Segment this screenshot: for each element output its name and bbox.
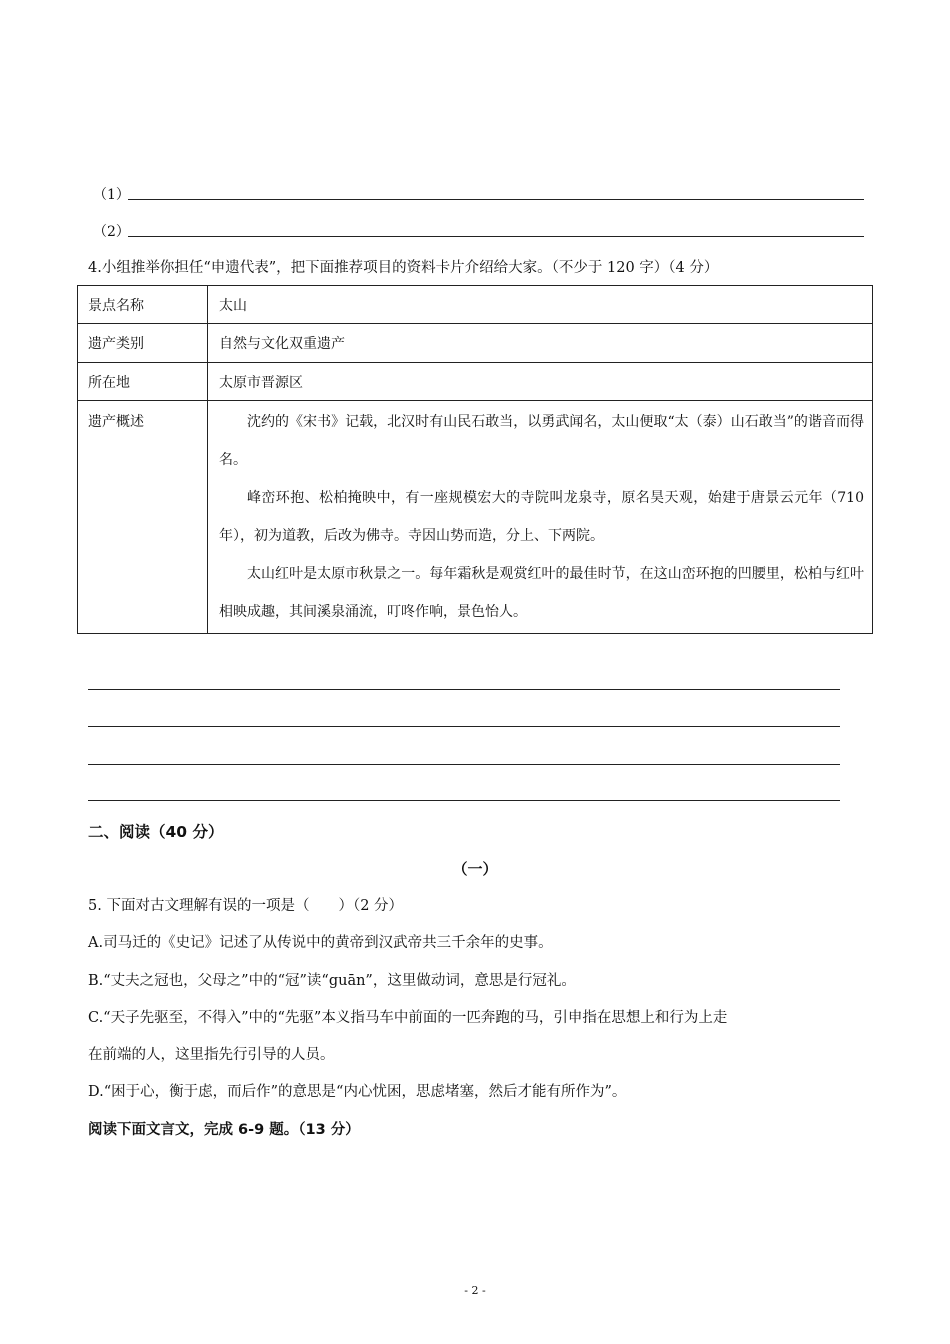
overview-paragraph-1: 沈约的《宋书》记载，北汉时有山民石敢当，以勇武闻名，太山便取“太（泰）山石敢当”的谐音而得名。 [219, 414, 864, 468]
writing-line-2[interactable] [88, 726, 840, 727]
option-c-line-1: C.“天子先驱至，不得入”中的“先驱”本义指马车中前面的一匹奔跑的马，引申指在思想上和行为上走 [88, 1010, 728, 1026]
overview-paragraph-3: 太山红叶是太原市秋景之一。每年霜秋是观赏红叶的最佳时节，在这山峦环抱的凹腰里，松柏与红叶相映成趣，其间溪泉涌流，叮咚作响，景色怡人。 [219, 566, 864, 620]
answer-line-1[interactable] [128, 199, 864, 200]
section-subtitle: （一） [452, 860, 498, 878]
card-key: 所在地 [78, 363, 208, 401]
info-card-table [77, 285, 873, 634]
card-key: 遗产概述 [78, 401, 208, 634]
blank-label-1: （1） [93, 187, 130, 203]
writing-line-1[interactable] [88, 689, 840, 690]
card-value: 太原市晋源区 [208, 363, 873, 401]
card-key: 遗产类别 [78, 324, 208, 363]
writing-line-3[interactable] [88, 764, 840, 765]
table-row [78, 363, 873, 401]
blank-label-2: （2） [93, 224, 130, 240]
option-b: B.“丈夫之冠也，父母之”中的“冠”读“guān”，这里做动词，意思是行冠礼。 [88, 973, 576, 989]
card-value: 太山 [208, 286, 873, 324]
table-row [78, 286, 873, 324]
table-row [78, 401, 873, 634]
writing-line-4[interactable] [88, 800, 840, 801]
question-4: 4.小组推举你担任“申遗代表”，把下面推荐项目的资料卡片介绍给大家。（不少于 120 字）（4 分） [88, 260, 719, 276]
option-c-line-2: 在前端的人，这里指先行引导的人员。 [88, 1047, 335, 1063]
answer-line-2[interactable] [128, 236, 864, 237]
card-key: 景点名称 [78, 286, 208, 324]
option-d: D.“困于心，衡于虑，而后作”的意思是“内心忧困，思虑堵塞，然后才能有所作为”。 [88, 1084, 627, 1100]
table-row [78, 324, 873, 363]
card-value: 自然与文化双重遗产 [208, 324, 873, 363]
section-title: 二、阅读（40 分） [88, 823, 224, 841]
page-number: - 2 - [464, 1284, 486, 1297]
option-a: A.司马迁的《史记》记述了从传说中的黄帝到汉武帝共三千余年的史事。 [88, 935, 553, 951]
question-5-stem: 5. 下面对古文理解有误的一项是（ ）（2 分） [88, 898, 404, 914]
card-overview [208, 401, 873, 634]
overview-paragraph-2: 峰峦环抱、松柏掩映中，有一座规模宏大的寺院叫龙泉寺，原名昊天观，始建于唐景云元年（710 年），初为道教，后改为佛寺。寺因山势而造，分上、下两院。 [219, 490, 864, 544]
reading-instruction: 阅读下面文言文，完成 6-9 题。（13 分） [88, 1122, 360, 1138]
